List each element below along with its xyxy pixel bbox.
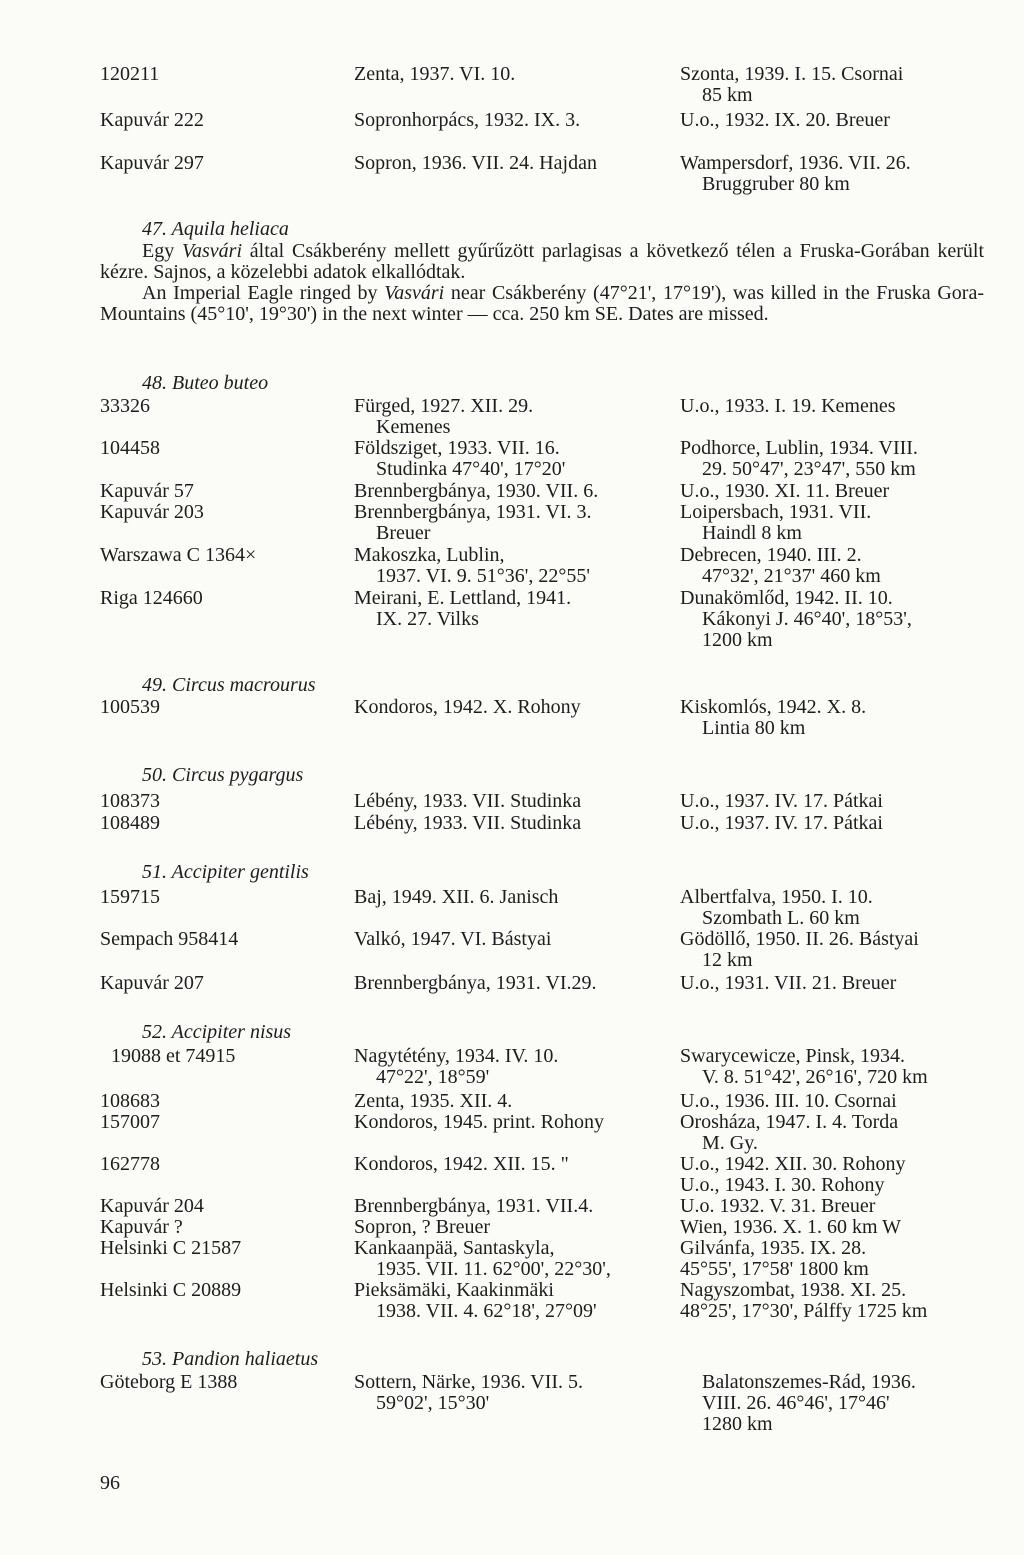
ringing-place: Meirani, E. Lettland, 1941. IX. 27. Vilks: [354, 587, 572, 630]
species-heading: 51. Accipiter gentilis: [142, 861, 309, 883]
ringing-place: Lébény, 1933. VII. Studinka: [354, 790, 582, 812]
ringing-place: Fürged, 1927. XII. 29. Kemenes: [354, 395, 534, 438]
ringing-place: Kondoros, 1945. print. Rohony: [354, 1111, 604, 1133]
ring-number: Kapuvár 203: [100, 501, 204, 523]
recovery-place: U.o., 1937. IV. 17. Pátkai: [680, 790, 883, 812]
recovery-place: Gilvánfa, 1935. IX. 28. 45°55', 17°58' 1800 km: [680, 1237, 869, 1280]
ringing-place: Sottern, Närke, 1936. VII. 5. 59°02', 15°30': [354, 1371, 584, 1414]
ringing-place: Lébény, 1933. VII. Studinka: [354, 812, 582, 834]
ringing-place: Brennbergbánya, 1931. VI. 3. Breuer: [354, 501, 592, 544]
recovery-place: Balatonszemes-Rád, 1936. VIII. 26. 46°46', 17°46' 1280 km: [702, 1371, 916, 1435]
recovery-place: Podhorce, Lublin, 1934. VIII. 29. 50°47', 23°47', 550 km: [680, 437, 918, 480]
recovery-place: U.o., 1931. VII. 21. Breuer: [680, 972, 897, 994]
recovery-place: U.o., 1933. I. 19. Kemenes: [680, 395, 896, 417]
ringing-place: Kondoros, 1942. X. Rohony: [354, 696, 581, 718]
ring-number: 120211: [100, 63, 160, 85]
ring-number: 19088 et 74915: [111, 1045, 236, 1067]
ring-number: Kapuvár 204: [100, 1195, 204, 1217]
ring-number: 108683: [100, 1090, 160, 1112]
ringing-place: Makoszka, Lublin, 1937. VI. 9. 51°36', 22°55': [354, 544, 590, 587]
recovery-place: Dunakömlőd, 1942. II. 10. Kákonyi J. 46°40', 18°53', 1200 km: [680, 587, 912, 651]
ring-number: Kapuvár 222: [100, 109, 204, 131]
ringing-place: Nagytétény, 1934. IV. 10. 47°22', 18°59': [354, 1045, 559, 1088]
species-heading: 48. Buteo buteo: [142, 372, 269, 394]
ringing-place: Brennbergbánya, 1930. VII. 6.: [354, 480, 599, 502]
recovery-place: U.o., 1936. III. 10. Csornai: [680, 1090, 897, 1112]
ring-number: 100539: [100, 696, 160, 718]
ringing-place: Zenta, 1935. XII. 4.: [354, 1090, 513, 1112]
recovery-place: Gödöllő, 1950. II. 26. Bástyai 12 km: [680, 928, 919, 971]
ring-number: Warszawa C 1364×: [100, 544, 257, 566]
ringing-place: Valkó, 1947. VI. Bástyai: [354, 928, 552, 950]
recovery-place: U.o., 1932. IX. 20. Breuer: [680, 109, 890, 131]
recovery-place: Nagyszombat, 1938. XI. 25. 48°25', 17°30', Pálffy 1725 km: [680, 1279, 928, 1322]
ringing-place: Brennbergbánya, 1931. VII.4.: [354, 1195, 594, 1217]
ring-number: Helsinki C 20889: [100, 1279, 242, 1301]
recovery-place: Wien, 1936. X. 1. 60 km W: [680, 1216, 902, 1238]
recovery-place: U.o., 1942. XII. 30. Rohony U.o., 1943. I. 30. Rohony: [680, 1153, 906, 1196]
ringing-place: Sopron, 1936. VII. 24. Hajdan: [354, 152, 597, 174]
ring-number: 104458: [100, 437, 160, 459]
ring-number: Sempach 958414: [100, 928, 239, 950]
species-heading: 49. Circus macrourus: [142, 674, 316, 696]
ring-number: 162778: [100, 1153, 160, 1175]
ringing-place: Földsziget, 1933. VII. 16. Studinka 47°40', 17°20': [354, 437, 566, 480]
recovery-place: U.o., 1937. IV. 17. Pátkai: [680, 812, 883, 834]
ring-number: Göteborg E 1388: [100, 1371, 238, 1393]
recovery-place: Albertfalva, 1950. I. 10. Szombath L. 60 km: [680, 886, 873, 929]
ring-number: 108489: [100, 812, 160, 834]
recovery-place: Debrecen, 1940. III. 2. 47°32', 21°37' 460 km: [680, 544, 881, 587]
ring-number: Helsinki C 21587: [100, 1237, 242, 1259]
ring-number: Kapuvár 57: [100, 480, 194, 502]
recovery-place: U.o. 1932. V. 31. Breuer: [680, 1195, 876, 1217]
species-heading: 52. Accipiter nisus: [142, 1021, 292, 1043]
ring-number: 33326: [100, 395, 150, 417]
ringing-place: Kondoros, 1942. XII. 15. ": [354, 1153, 569, 1175]
recovery-place: Kiskomlós, 1942. X. 8. Lintia 80 km: [680, 696, 867, 739]
ring-number: 159715: [100, 886, 160, 908]
ringing-place: Sopron, ? Breuer: [354, 1216, 491, 1238]
recovery-place: Orosháza, 1947. I. 4. Torda M. Gy.: [680, 1111, 899, 1154]
ringing-place: Pieksämäki, Kaakinmäki 1938. VII. 4. 62°18', 27°09': [354, 1279, 597, 1322]
ringing-place: Baj, 1949. XII. 6. Janisch: [354, 886, 559, 908]
species-heading: 47. Aquila heliaca: [142, 218, 289, 240]
recovery-place: Swarycewicze, Pinsk, 1934. V. 8. 51°42', 26°16', 720 km: [680, 1045, 928, 1088]
species-heading: 53. Pandion haliaetus: [142, 1348, 319, 1370]
recovery-place: Wampersdorf, 1936. VII. 26. Bruggruber 80 km: [680, 152, 911, 195]
ring-number: Riga 124660: [100, 587, 203, 609]
page-number: 96: [100, 1472, 120, 1494]
ring-number: Kapuvár 297: [100, 152, 204, 174]
ring-number: 108373: [100, 790, 160, 812]
ring-number: Kapuvár 207: [100, 972, 204, 994]
recovery-place: U.o., 1930. XI. 11. Breuer: [680, 480, 890, 502]
ringing-place: Brennbergbánya, 1931. VI.29.: [354, 972, 597, 994]
ringing-place: Kankaanpää, Santaskyla, 1935. VII. 11. 62°00', 22°30',: [354, 1237, 611, 1280]
species-note: Egy Vasvári által Csákberény mellett gyűrűzött parlagisas a következő télen a Fruska-Gorában került kézre. Sajnos, a közelebbi adatok elkallódtak. An Imperial Eagle ringed by Vasvári near Csákberény (47°21', 17°19'), was killed in the Fruska Gora-Mountains (45°10', 19°30') in the next winter — cca. 250 km SE. Dates are missed.: [100, 240, 985, 325]
recovery-place: Szonta, 1939. I. 15. Csornai 85 km: [680, 63, 904, 106]
ringing-place: Sopronhorpács, 1932. IX. 3.: [354, 109, 581, 131]
ring-number: 157007: [100, 1111, 160, 1133]
recovery-place: Loipersbach, 1931. VII. Haindl 8 km: [680, 501, 872, 544]
species-heading: 50. Circus pygargus: [142, 764, 304, 786]
ring-number: Kapuvár ?: [100, 1216, 183, 1238]
ringing-place: Zenta, 1937. VI. 10.: [354, 63, 516, 85]
